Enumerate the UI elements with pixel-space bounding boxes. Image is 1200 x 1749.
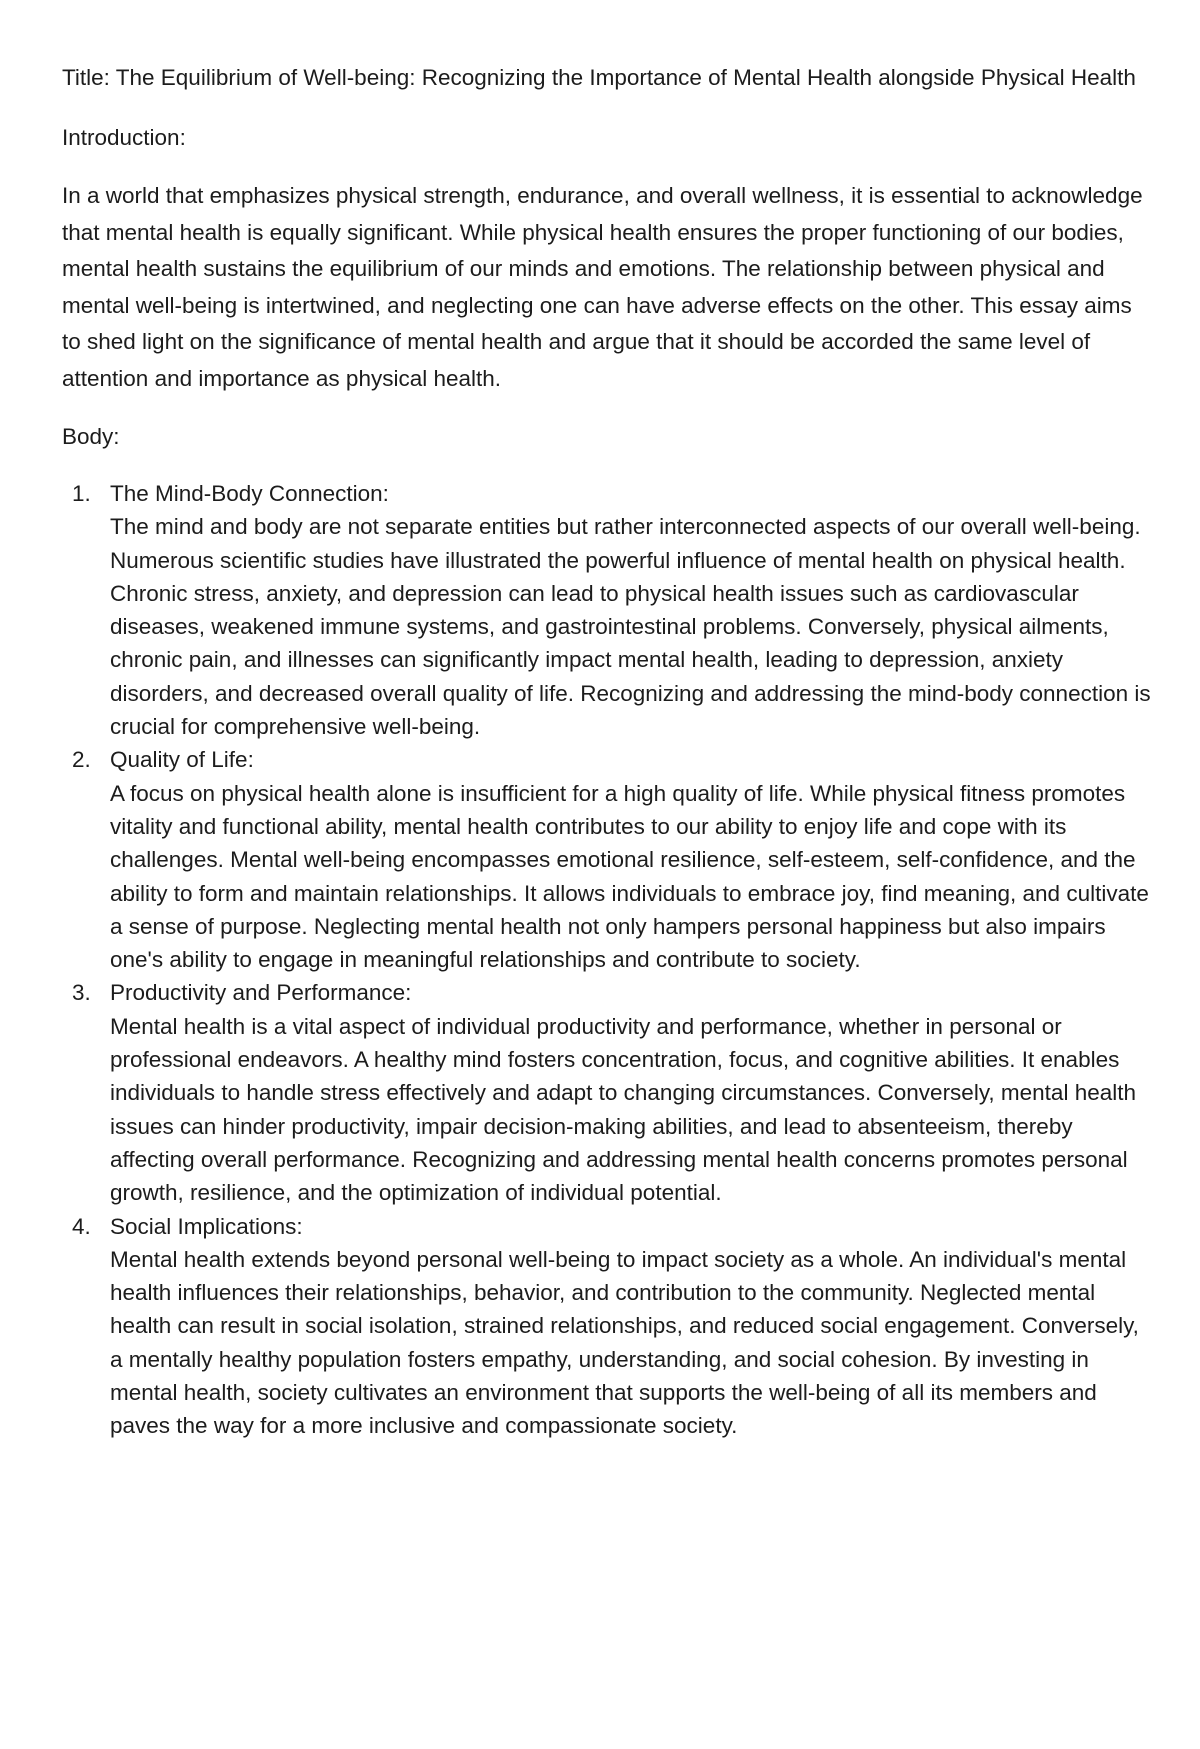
section-list-item [62, 477, 1152, 743]
section-paragraph: Mental health extends beyond personal well-being to impact society as a whole. An individual's mental health influences their relationships, behavior, and contribution to the community. Neglected mental health can result in social isolation, strained relationships, and reduced social engagement. Conversely, a mentally healthy population fosters empathy, understanding, and social cohesion. By investing in mental health, society cultivates an environment that supports the well-being of all its members and paves the way for a more inclusive and compassionate society. [110, 1246, 1139, 1439]
body-sections-list [62, 477, 1152, 1443]
section-number: 2. [72, 747, 91, 773]
section-paragraph: Mental health is a vital aspect of individual productivity and performance, whether in personal or professional endeavors. A healthy mind fosters concentration, focus, and cognitive abilities. It enables individuals to handle stress effectively and adapt to changing circumstances. Conversely, mental health issues can hinder productivity, impair decision-making abilities, and lead to absenteeism, thereby affecting overall performance. Recognizing and addressing mental health concerns promotes personal growth, resilience, and the optimization of individual potential. [110, 1013, 1136, 1206]
section-list-item [62, 1210, 1152, 1443]
body-heading: Body: [62, 424, 120, 449]
essay-title: Title: The Equilibrium of Well-being: Recognizing the Importance of Mental Health alongside Physical Health [62, 65, 1136, 90]
section-list-item [62, 976, 1152, 1209]
section-paragraph: A focus on physical health alone is insufficient for a high quality of life. While physical fitness promotes vitality and functional ability, mental health contributes to our ability to enjoy life and cope with its challenges. Mental well-being encompasses emotional resilience, self-esteem, self-confidence, and the ability to form and maintain relationships. It allows individuals to embrace joy, find meaning, and cultivate a sense of purpose. Neglecting mental health not only hampers personal happiness but also impairs one's ability to engage in meaningful relationships and contribute to society. [110, 780, 1149, 973]
section-list-item [62, 743, 1152, 976]
section-number: 3. [72, 980, 91, 1006]
introduction-heading: Introduction: [62, 125, 186, 150]
section-title: Social Implications: [110, 1213, 303, 1239]
section-paragraph: The mind and body are not separate entities but rather interconnected aspects of our overall well-being. Numerous scientific studies have illustrated the powerful influence of mental health on physical health. Chronic stress, anxiety, and depression can lead to physical health issues such as cardiovascular diseases, weakened immune systems, and gastrointestinal problems. Conversely, physical ailments, chronic pain, and illnesses can significantly impact mental health, leading to depression, anxiety disorders, and decreased overall quality of life. Recognizing and addressing the mind-body connection is crucial for comprehensive well-being. [110, 514, 1151, 740]
section-title: Quality of Life: [110, 747, 254, 773]
section-number: 4. [72, 1213, 91, 1239]
section-title: Productivity and Performance: [110, 980, 412, 1006]
section-title: The Mind-Body Connection: [110, 481, 389, 506]
introduction-paragraph: In a world that emphasizes physical strength, endurance, and overall wellness, it is essential to acknowledge that mental health is equally significant. While physical health ensures the proper functioning of our bodies, mental health sustains the equilibrium of our minds and emotions. The relationship between physical and mental well-being is intertwined, and neglecting one can have adverse effects on the other. This essay aims to shed light on the significance of mental health and argue that it should be accorded the same level of attention and importance as physical health. [62, 183, 1143, 391]
section-number: 1. [72, 481, 91, 506]
essay-content [62, 60, 1152, 1443]
